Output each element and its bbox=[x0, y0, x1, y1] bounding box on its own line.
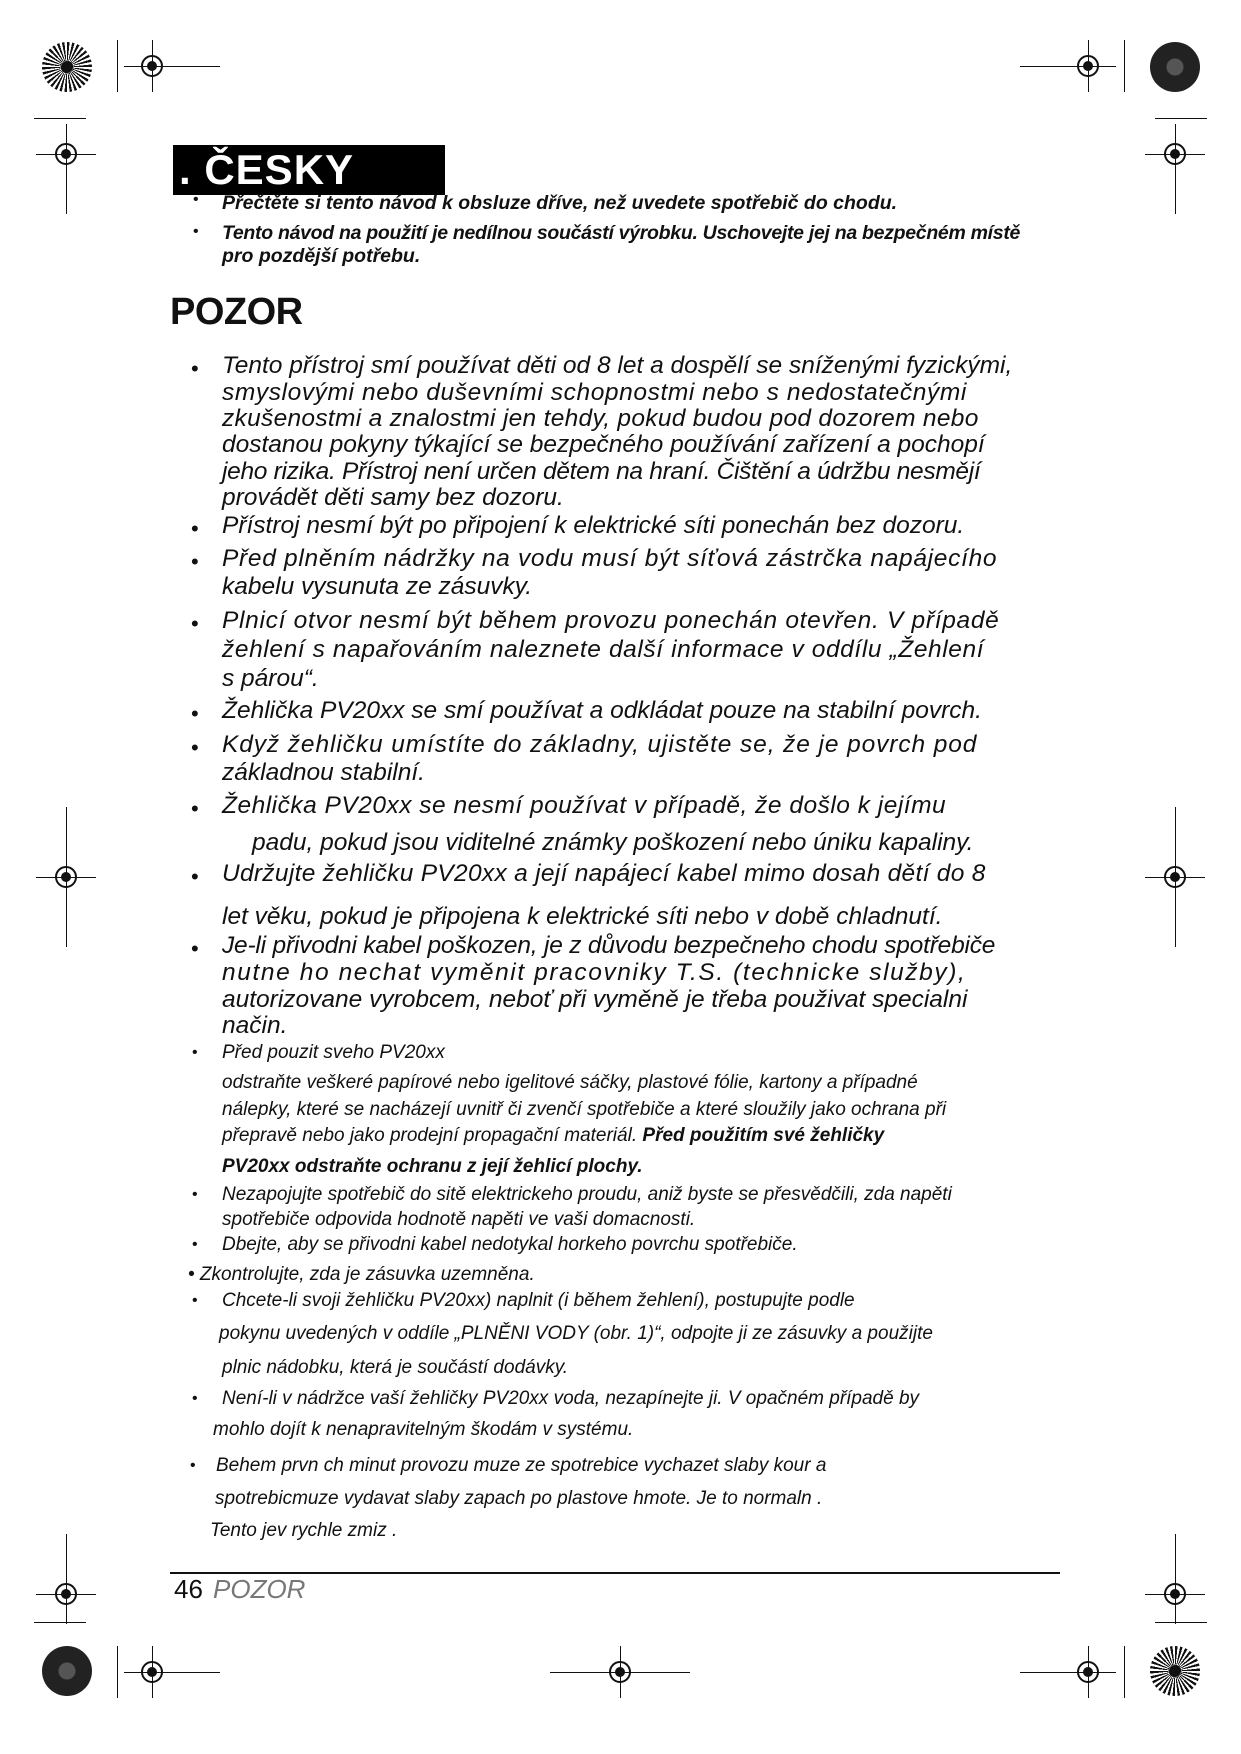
note-line: plnic nádobku, která je součástí dodávky. bbox=[222, 1357, 569, 1378]
bullet-icon: • bbox=[192, 1292, 198, 1309]
bullet-icon: • bbox=[191, 701, 199, 726]
registration-disc-top-right bbox=[1150, 42, 1200, 92]
note-line: Není-li v nádržce vaší žehličky PV20xx voda, nezapínejte ji. V opačném případě by bbox=[222, 1388, 920, 1409]
language-header-bar bbox=[173, 145, 445, 195]
warning-line: način. bbox=[222, 1012, 288, 1039]
warning-line: zkušenostmi a znalostmi jen tehdy, pokud budou pod dozorem nebo bbox=[222, 405, 979, 432]
language-label: . ČESKY bbox=[179, 146, 355, 193]
warning-line: Žehlička PV20xx se smí používat a odkládat pouze na stabilní povrch. bbox=[222, 697, 982, 724]
bullet-icon: • bbox=[191, 735, 199, 760]
note-line: Chcete-li svoji žehličku PV20xx) naplnit (i během žehlení), postupujte podle bbox=[222, 1290, 855, 1311]
crop-line bbox=[117, 1646, 118, 1698]
warning-line: Tento přístroj smí používat děti od 8 let a dospělí se sníženými fyzickými, bbox=[222, 352, 1013, 379]
registration-starburst-bottom-right bbox=[1150, 1646, 1200, 1696]
note-line: nálepky, které se nacházejí uvnitř či zvenčí spotřebiče a které sloužily jako ochrana při bbox=[222, 1099, 947, 1120]
warning-line: dostanou pokyny týkající se bezpečného používání zařízení a pochopí bbox=[222, 431, 985, 458]
note-line: Dbejte, aby se přivodni kabel nedotykal horkeho povrchu spotřebiče. bbox=[222, 1234, 798, 1255]
warning-line: Když žehličku umístíte do základny, ujistěte se, že je povrch pod bbox=[222, 731, 978, 758]
warning-line: provádět děti samy bez dozoru. bbox=[222, 484, 564, 511]
crop-line bbox=[34, 1622, 86, 1623]
bullet-icon: • bbox=[191, 549, 199, 574]
warning-line: padu, pokud jsou viditelné známky poškození nebo úniku kapaliny. bbox=[252, 829, 974, 856]
bullet-icon: • bbox=[191, 516, 199, 541]
note-line: spotřebiče odpovida hodnotě napěti ve vaši domacnosti. bbox=[222, 1209, 696, 1230]
crop-line bbox=[1124, 1646, 1125, 1698]
bullet-icon: • bbox=[192, 1186, 198, 1203]
note-line: odstraňte veškeré papírové nebo igelitové sáčky, plastové fólie, kartony a případné bbox=[222, 1072, 918, 1093]
warning-line: nutne ho nechat vyměnit pracovniky T.S. (technicke služby), bbox=[222, 959, 967, 986]
bullet-icon: • bbox=[190, 1457, 196, 1474]
note-emphasis: Před použitím své žehličky bbox=[642, 1125, 885, 1146]
note-line: Behem prvn ch minut provozu muze ze spotrebice vychazet slaby kour a bbox=[216, 1455, 827, 1476]
warning-line: Je-li přivodni kabel poškozen, je z důvodu bezpečneho chodu spotřebiče bbox=[222, 932, 996, 959]
bullet-icon: • bbox=[192, 1236, 198, 1253]
warning-line: autorizovane vyrobcem, neboť při vyměně je třeba použivat specialni bbox=[222, 986, 968, 1013]
note-text: přepravě nebo jako prodejní propagační materiál. bbox=[222, 1125, 638, 1146]
crop-line bbox=[1124, 40, 1125, 92]
note-line: mohlo dojít k nenapravitelným škodám v systému. bbox=[213, 1419, 634, 1440]
crop-line bbox=[117, 40, 118, 92]
intro-line: pro pozdější potřebu. bbox=[222, 245, 421, 267]
warning-line: jeho rizika. Přístroj není určen dětem na hraní. Čištění a údržbu nesmějí bbox=[222, 458, 981, 485]
bullet-icon: • bbox=[192, 1390, 198, 1407]
note-line: Nezapojujte spotřebič do sitě elektrickeho proudu, aniž byste se přesvědčili, zda napěti bbox=[222, 1184, 952, 1205]
warning-line: let věku, pokud je připojena k elektrické síti nebo v době chladnutí. bbox=[222, 903, 943, 930]
note-line: spotrebicmuze vydavat slaby zapach po plastove hmote. Je to normaln . bbox=[215, 1488, 823, 1509]
warning-line: s párou“. bbox=[222, 665, 319, 692]
note-line-bold: PV20xx odstraňte ochranu z její žehlicí plochy. bbox=[222, 1156, 643, 1177]
warning-line: Žehlička PV20xx se nesmí používat v případě, že došlo k jejímu bbox=[222, 792, 947, 819]
bullet-icon: • bbox=[192, 1044, 198, 1061]
note-line: • Zkontrolujte, zda je zásuvka uzemněna. bbox=[188, 1264, 535, 1285]
warning-line: smyslovými nebo duševními schopnostmi nebo s nedostatečnými bbox=[222, 379, 967, 406]
footer-section-label: POZOR bbox=[213, 1574, 306, 1604]
bullet-icon: • bbox=[191, 936, 199, 961]
note-line: pokynu uvedených v oddíle „PLNĚNI VODY (obr. 1)“, odpojte ji ze zásuvky a použijte bbox=[219, 1323, 933, 1344]
bullet-icon: • bbox=[193, 223, 199, 240]
warning-line: kabelu vysunuta ze zásuvky. bbox=[222, 573, 533, 600]
intro-line: Přečtěte si tento návod k obsluze dříve, než uvedete spotřebič do chodu. bbox=[222, 192, 898, 214]
crop-line bbox=[1155, 1622, 1207, 1623]
page-number: 46 bbox=[174, 1574, 203, 1604]
warning-line: základnou stabilní. bbox=[222, 759, 425, 786]
bullet-icon: • bbox=[193, 191, 199, 208]
bullet-icon: • bbox=[191, 864, 199, 889]
warning-line: Plnicí otvor nesmí být během provozu ponechán otevřen. V případě bbox=[222, 607, 1000, 634]
warning-line: Udržujte žehličku PV20xx a její napájecí kabel mimo dosah dětí do 8 bbox=[222, 860, 986, 887]
note-line: Před pouzit sveho PV20xx bbox=[222, 1042, 445, 1063]
crop-line bbox=[34, 118, 86, 119]
note-line bbox=[222, 1125, 884, 1147]
registration-disc-bottom-left bbox=[42, 1646, 92, 1696]
note-line: Tento jev rychle zmiz . bbox=[210, 1520, 398, 1541]
crop-line bbox=[1155, 118, 1207, 119]
warning-line: Přístroj nesmí být po připojení k elektrické síti ponechán bez dozoru. bbox=[222, 512, 965, 539]
bullet-icon: • bbox=[191, 611, 199, 636]
bullet-icon: • bbox=[191, 356, 199, 381]
intro-line: Tento návod na použití je nedílnou součástí výrobku. Uschovejte jej na bezpečném místě bbox=[222, 222, 1021, 244]
registration-starburst-top-left bbox=[42, 42, 92, 92]
section-title: POZOR bbox=[170, 291, 303, 333]
warning-line: žehlení s napařováním naleznete další informace v oddílu „Žehlení bbox=[222, 636, 985, 663]
bullet-icon: • bbox=[191, 796, 199, 821]
warning-line: Před plněním nádržky na vodu musí být síťová zástrčka napájecího bbox=[222, 545, 998, 572]
